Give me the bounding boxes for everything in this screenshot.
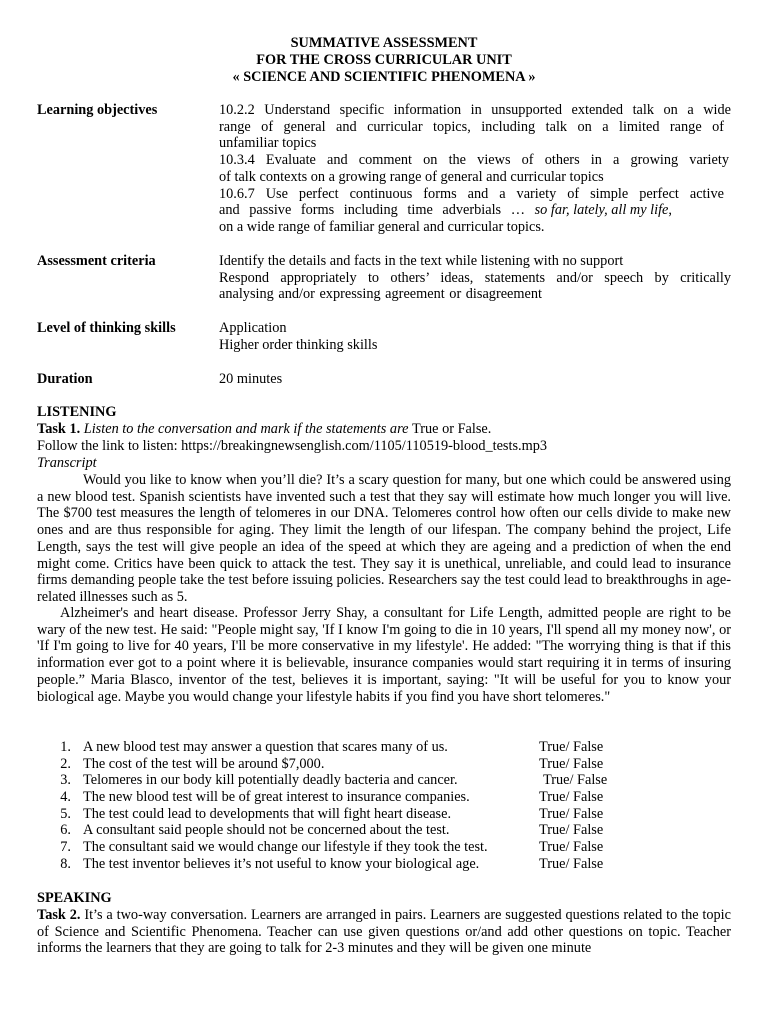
listening-heading: LISTENING [37, 404, 117, 420]
transcript-paragraph-1: Would you like to know when you’ll die? It’s a scary question for many, but one which could be answered using a new blood test. Spanish scientists have invented such a test that they say will estimate how much longer you will live. The $700 test measures the length of telomeres in our DNA. Telomeres control how often our cells divide to make new ones and are thus responsible for aging. They limit the length of our lifespan. The company behind the project, Life Length, says the test will give people an idea of the speed at which they are ageing and a prediction of when the end might come. Critics have been quick to attack the test. They say it is unethical, unreliable, and could lead to insurance firms demanding people take the test before issuing policies. Researchers say the test could lead to breakthroughs in age-related illnesses such as 5. [37, 472, 731, 605]
statement-text: Telomeres in our body kill potentially deadly bacteria and cancer. [83, 772, 458, 789]
thinking-skills-label: Level of thinking skills [37, 320, 176, 336]
objective-text: and passive forms including time adverbials … [219, 202, 535, 219]
objective-comma: , [668, 202, 672, 219]
true-false-choice[interactable]: True/ False [539, 755, 604, 772]
criteria-line: Identify the details and facts in the text while listening with no support [219, 253, 624, 269]
statement-text: A consultant said people should not be concerned about the test. [83, 822, 450, 839]
statement-text: The cost of the test will be around $7,000. [83, 755, 325, 772]
objective-line: on a wide range of familiar general and curricular topics. [219, 218, 545, 235]
objective-line: unfamiliar topics [219, 135, 317, 152]
statement-text: The test could lead to developments that will fight heart disease. [83, 805, 452, 822]
objective-line: 10.3.4 Evaluate and comment on the views of others in a growing variety [219, 152, 729, 169]
thinking-skill-line: Application [219, 320, 287, 336]
audio-link-line: Follow the link to listen: https://breakingnewsenglish.com/1105/110519-blood_tests.mp3 [37, 438, 548, 454]
statement-item [37, 756, 737, 773]
statement-text: A new blood test may answer a question that scares many of us. [83, 739, 448, 755]
objective-line: range of general and curricular topics, including talk on a limited range of [219, 118, 724, 135]
statement-item [37, 839, 737, 856]
statement-number: 6. [60, 822, 71, 839]
true-false-statements [37, 739, 737, 873]
true-false-choice[interactable]: True/ False [543, 772, 608, 789]
true-false-choice[interactable]: True/ False [539, 822, 604, 839]
speaking-heading: SPEAKING [37, 890, 112, 906]
task-1-instruction [37, 421, 491, 438]
objective-line: of talk contexts on a growing range of general and curricular topics [219, 168, 604, 185]
statement-number: 1. [60, 739, 71, 755]
statement-number: 5. [60, 805, 71, 822]
thinking-skills-value [219, 320, 731, 353]
true-false-choice[interactable]: True/ False [539, 855, 604, 872]
statement-text: The new blood test will be of great interest to insurance companies. [83, 789, 470, 806]
learning-objectives-label: Learning objectives [37, 102, 158, 118]
statement-item [37, 856, 737, 873]
task-1-label: Task 1. [37, 421, 81, 437]
objective-line: 10.6.7 Use perfect continuous forms and a variety of simple perfect active [219, 185, 724, 202]
task-2-text: It’s a two-way conversation. Learners are arranged in pairs. Learners are suggested questions related to the topic of Science and Scientific Phenomena. Teacher can use given questions or/and add other questions on topic. Teacher informs the learners that they are going to talk for 2-3 minutes and they will be given one minute [37, 907, 732, 957]
statement-number: 3. [60, 772, 71, 789]
objective-line-with-adverbials [219, 202, 731, 219]
objective-line: 10.2.2 Understand specific information in unsupported extended talk on a wide [219, 102, 731, 118]
criteria-line: analysing and/or expressing agreement or disagreement [219, 286, 542, 303]
statement-number: 7. [60, 839, 71, 856]
true-false-choice[interactable]: True/ False [539, 739, 604, 755]
true-false-choice[interactable]: True/ False [539, 789, 604, 806]
statement-number: 4. [60, 789, 71, 806]
learning-objectives-value [219, 102, 731, 236]
true-false-choice[interactable]: True/ False [539, 805, 604, 822]
transcript-label: Transcript [37, 455, 97, 471]
assessment-criteria-value [219, 253, 731, 303]
task-1-true-false: True or False. [412, 421, 492, 437]
true-false-choice[interactable]: True/ False [539, 839, 604, 856]
statement-item [37, 822, 737, 839]
statement-item [37, 739, 737, 756]
document-title-line-1: SUMMATIVE ASSESSMENT [290, 35, 478, 51]
thinking-skill-line: Higher order thinking skills [219, 336, 378, 353]
statement-item [37, 806, 737, 823]
statement-text: The consultant said we would change our lifestyle if they took the test. [83, 839, 488, 856]
statement-item [37, 772, 737, 789]
task-1-text: Listen to the conversation and mark if the statements are [80, 421, 413, 437]
duration-label: Duration [37, 371, 93, 387]
time-adverbials-examples: so far, lately, all my life [534, 202, 669, 219]
document-title-line-2: FOR THE CROSS CURRICULAR UNIT [256, 52, 512, 68]
task-2-label: Task 2. [37, 907, 81, 923]
duration-value: 20 minutes [219, 371, 283, 387]
task-2-paragraph [37, 907, 731, 957]
document-title-line-3: « SCIENCE AND SCIENTIFIC PHENOMENA » [232, 69, 536, 85]
statement-text: The test inventor believes it’s not useful to know your biological age. [83, 855, 480, 872]
criteria-line: Respond appropriately to others’ ideas, statements and/or speech by critically [219, 269, 731, 286]
statement-item [37, 789, 737, 806]
statement-number: 2. [60, 755, 71, 772]
statement-number: 8. [60, 855, 71, 872]
assessment-criteria-label: Assessment criteria [37, 253, 156, 269]
transcript-paragraph-2: Alzheimer's and heart disease. Professor Jerry Shay, a consultant for Life Length, admitted people are right to be wary of the new test. He said: "People might say, 'If I know I'm going to die in 10 years, I'll spend all my money now', or 'If I'm going to live for 40 years, I'll be more conservative in my lifestyle'. He added: "The worrying thing is that if this information ever got to a point where it is believable, insurance companies would start requiring it in terms of insuring people.” Maria Blasco, inventor of the test, believes it is important, saying: "It will be useful for you to know your biological age. Maybe you would change your lifestyle habits if you find you have short telomeres." [37, 605, 731, 705]
